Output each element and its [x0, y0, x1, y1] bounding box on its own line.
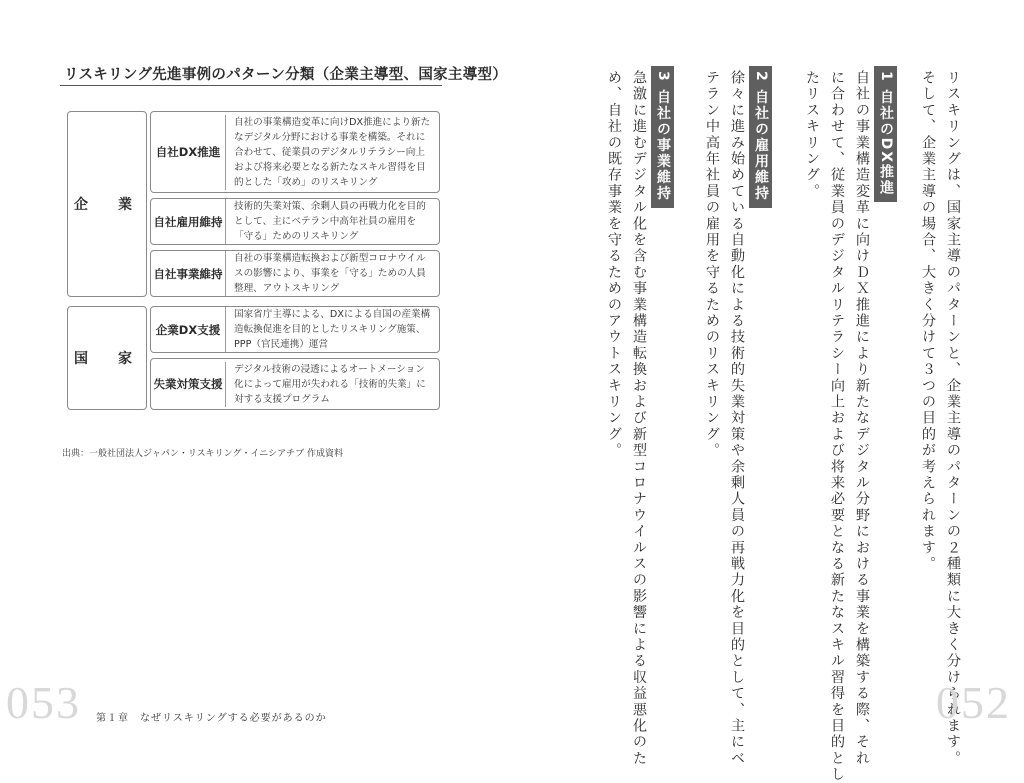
chapter-footer: 第１章 なぜリスキリングする必要があるのか — [96, 713, 327, 724]
row-name: 自社DX推進 — [155, 145, 221, 159]
body-line: 自社の事業構造変革に向けＤＸ推進により新たなデジタル分野における事業を構築する際、それ — [854, 70, 870, 767]
figure-title: リスキリング先進事例のパターン分類（企業主導型、国家主導型） — [64, 67, 508, 83]
body-line: 急激に進むデジタル化を含む事業構造転換および新型コロナウイルスの影響による収益悪化のた — [631, 70, 647, 767]
body-line: 徐々に進み始めている自動化による技術的失業対策や余剰人員の再戦力化を目的として、主にベ — [729, 70, 745, 767]
page-number-left: 053 — [6, 677, 81, 728]
group-nation: 国 家 — [67, 306, 147, 410]
group-enterprise: 企 業 — [67, 111, 147, 297]
row-desc: 自社の事業構造転換および新型コロナウイルスの影響により、事業を「守る」ための人員整理、アウトスキリング — [225, 251, 439, 296]
row-desc: 自社の事業構造変革に向けDX推進により新たなデジタル分野における事業を構築。それに合わせて、従業員のデジタルリテラシー向上および将来必要となる新たなスキル習得を目的とした「攻め」のリスキリング — [225, 115, 439, 190]
intro-line: リスキリングは、国家主導のパターンと、企業主導のパターンの２種類に大きく分けられます。 — [945, 70, 961, 767]
intro-line: そして、企業主導の場合、大きく分けて３つの目的が考えられます。 — [920, 70, 936, 573]
row-name: 自社事業維持 — [153, 266, 223, 281]
section-tag: 1 自社のDX推進 — [874, 66, 897, 202]
table-row — [150, 358, 440, 410]
figure-title-rule — [60, 85, 442, 86]
body-line: テラン中高年社員の雇用を守るためのリスキリング。 — [704, 70, 720, 459]
body-line: め、自社の既存事業を守るためのアウトスキリング。 — [606, 70, 622, 459]
table-row — [150, 250, 440, 297]
row-name: 失業対策支援 — [153, 377, 223, 391]
body-line: たリスキリング。 — [804, 70, 820, 200]
table-row — [150, 198, 440, 245]
row-desc: 技術的失業対策、余剰人員の再戦力化を目的として、主にベテラン中高年社員の雇用を「守る」ためのリスキリング — [225, 199, 439, 244]
figure-source: 出典：一般社団法人ジャパン・リスキリング・イニシアチブ 作成資料 — [62, 449, 343, 459]
row-desc: 国家省庁主導による、DXによる自国の産業構造転換促進を目的としたリスキリング施策、PPP（官民連携）運営 — [225, 307, 439, 352]
table-row — [150, 306, 440, 353]
row-name: 企業DX支援 — [155, 322, 221, 337]
section-tag: 3 自社の事業維持 — [651, 66, 674, 208]
body-line: に合わせて、従業員のデジタルリテラシー向上および将来必要となる新たなスキル習得を目的とし — [829, 70, 845, 783]
row-desc: デジタル技術の浸透によるオートメーション化によって雇用が失われる「技術的失業」に対する支援プログラム — [225, 362, 439, 407]
table-row — [150, 111, 440, 193]
section-tag: 2 自社の雇用維持 — [749, 66, 772, 208]
row-name: 自社雇用維持 — [153, 214, 223, 229]
page-number-right: 052 — [936, 677, 1011, 728]
